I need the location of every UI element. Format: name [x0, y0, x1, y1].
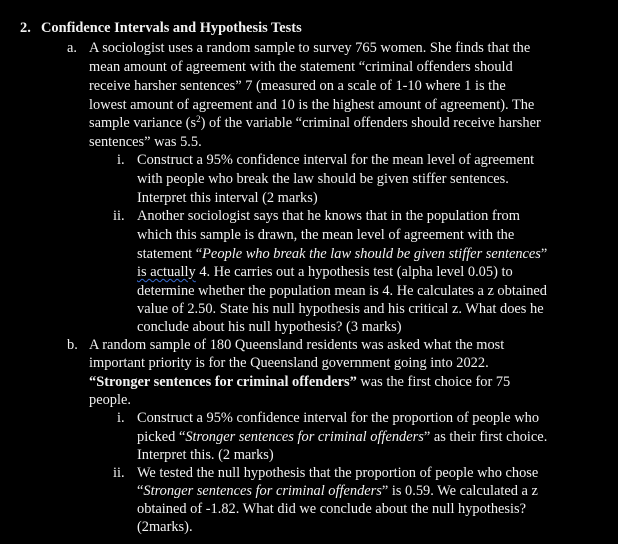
- part-a-variance-pre: sample variance (s: [89, 115, 197, 131]
- part-a-q2-statement-post: ”: [540, 246, 548, 262]
- part-a-text-line-2: mean amount of agreement with the statement “criminal offenders should: [89, 59, 513, 75]
- part-a-text-line-4: lowest amount of agreement and 10 is the highest amount of agreement). The: [89, 97, 535, 113]
- part-a-variance-post: ) of the variable “criminal offenders should receive harsher: [200, 115, 541, 131]
- part-a-q2-line-4-rest: 4. He carries out a hypothesis test (alpha level 0.05) to: [195, 264, 513, 280]
- part-b-q2-choice-quote: Stronger sentences for criminal offenders: [143, 483, 382, 499]
- part-b-q2-line-2: [137, 482, 538, 501]
- part-b-line-2: important priority is for the Queensland government going into 2022.: [89, 355, 489, 371]
- part-b-q1-line-1: Construct a 95% confidence interval for the proportion of people who: [137, 410, 540, 426]
- part-b-line-4: people.: [89, 392, 131, 408]
- part-a-variance-superscript: 2: [196, 114, 201, 124]
- part-b-line-3: [89, 373, 510, 392]
- part-b-q2-line-4: (2marks).: [137, 519, 193, 535]
- part-a-text-line-3: receive harsher sentences” 7 (measured on a scale of 1-10 where 1 is the: [89, 78, 506, 94]
- part-a-q2-spellcheck-flag: is actually: [137, 264, 196, 280]
- part-a-q1-line-2: with people who break the law should be given stiffer sentences.: [137, 171, 509, 187]
- part-b-q2-line-2-post: ” is 0.59. We calculated a z: [381, 483, 538, 499]
- part-a-q2-line-7: conclude about his null hypothesis? (3 marks): [137, 319, 402, 335]
- part-b-q1-line-2-post: ” as their first choice.: [423, 429, 548, 445]
- part-a-q2-marker: ii.: [113, 208, 125, 224]
- section-title: Confidence Intervals and Hypothesis Tests: [41, 20, 302, 36]
- part-a-q2-line-6: value of 2.50. State his null hypothesis and his critical z. What does he: [137, 301, 544, 317]
- part-b-q2-line-2-pre: “: [137, 483, 144, 499]
- part-b-q1-line-3: Interpret this. (2 marks): [137, 447, 274, 463]
- part-a-text-line-6: sentences” was 5.5.: [89, 134, 202, 150]
- part-b-choice-label: “Stronger sentences for criminal offenders”: [89, 374, 357, 390]
- part-a-q2-line-4: [137, 263, 513, 282]
- part-b-q1-line-2: [137, 428, 547, 447]
- part-a-q1-line-3: Interpret this interval (2 marks): [137, 190, 318, 206]
- part-b-q2-line-3: obtained of -1.82. What did we conclude about the null hypothesis?: [137, 501, 526, 517]
- section-number: 2.: [20, 20, 31, 36]
- part-a-text-line-1: A sociologist uses a random sample to survey 765 women. She finds that the: [89, 40, 531, 56]
- part-b-q2-marker: ii.: [113, 465, 125, 481]
- part-a-text-line-5: [89, 114, 541, 133]
- part-a-q2-statement-pre: statement “: [137, 246, 203, 262]
- part-a-q1-marker: i.: [117, 152, 125, 168]
- part-b-q1-marker: i.: [117, 410, 125, 426]
- part-b-marker: b.: [67, 337, 78, 353]
- part-a-q1-line-1: Construct a 95% confidence interval for the mean level of agreement: [137, 152, 535, 168]
- part-b-line-3-rest: was the first choice for 75: [356, 374, 511, 390]
- part-b-q2-line-1: We tested the null hypothesis that the proportion of people who chose: [137, 465, 539, 481]
- part-b-q1-line-2-pre: picked “: [137, 429, 186, 445]
- part-a-marker: a.: [67, 40, 77, 56]
- part-a-q2-line-5: determine whether the population mean is 4. He calculates a z obtained: [137, 283, 547, 299]
- part-a-q2-line-1: Another sociologist says that he knows that in the population from: [137, 208, 520, 224]
- part-a-q2-line-3: [137, 245, 547, 264]
- part-b-q1-choice-quote: Stronger sentences for criminal offenders: [185, 429, 424, 445]
- part-b-line-1: A random sample of 180 Queensland residents was asked what the most: [89, 337, 505, 353]
- part-a-q2-statement-quote: People who break the law should be given stiffer sentences: [202, 246, 541, 262]
- part-a-q2-line-2: which this sample is drawn, the mean level of agreement with the: [137, 227, 515, 243]
